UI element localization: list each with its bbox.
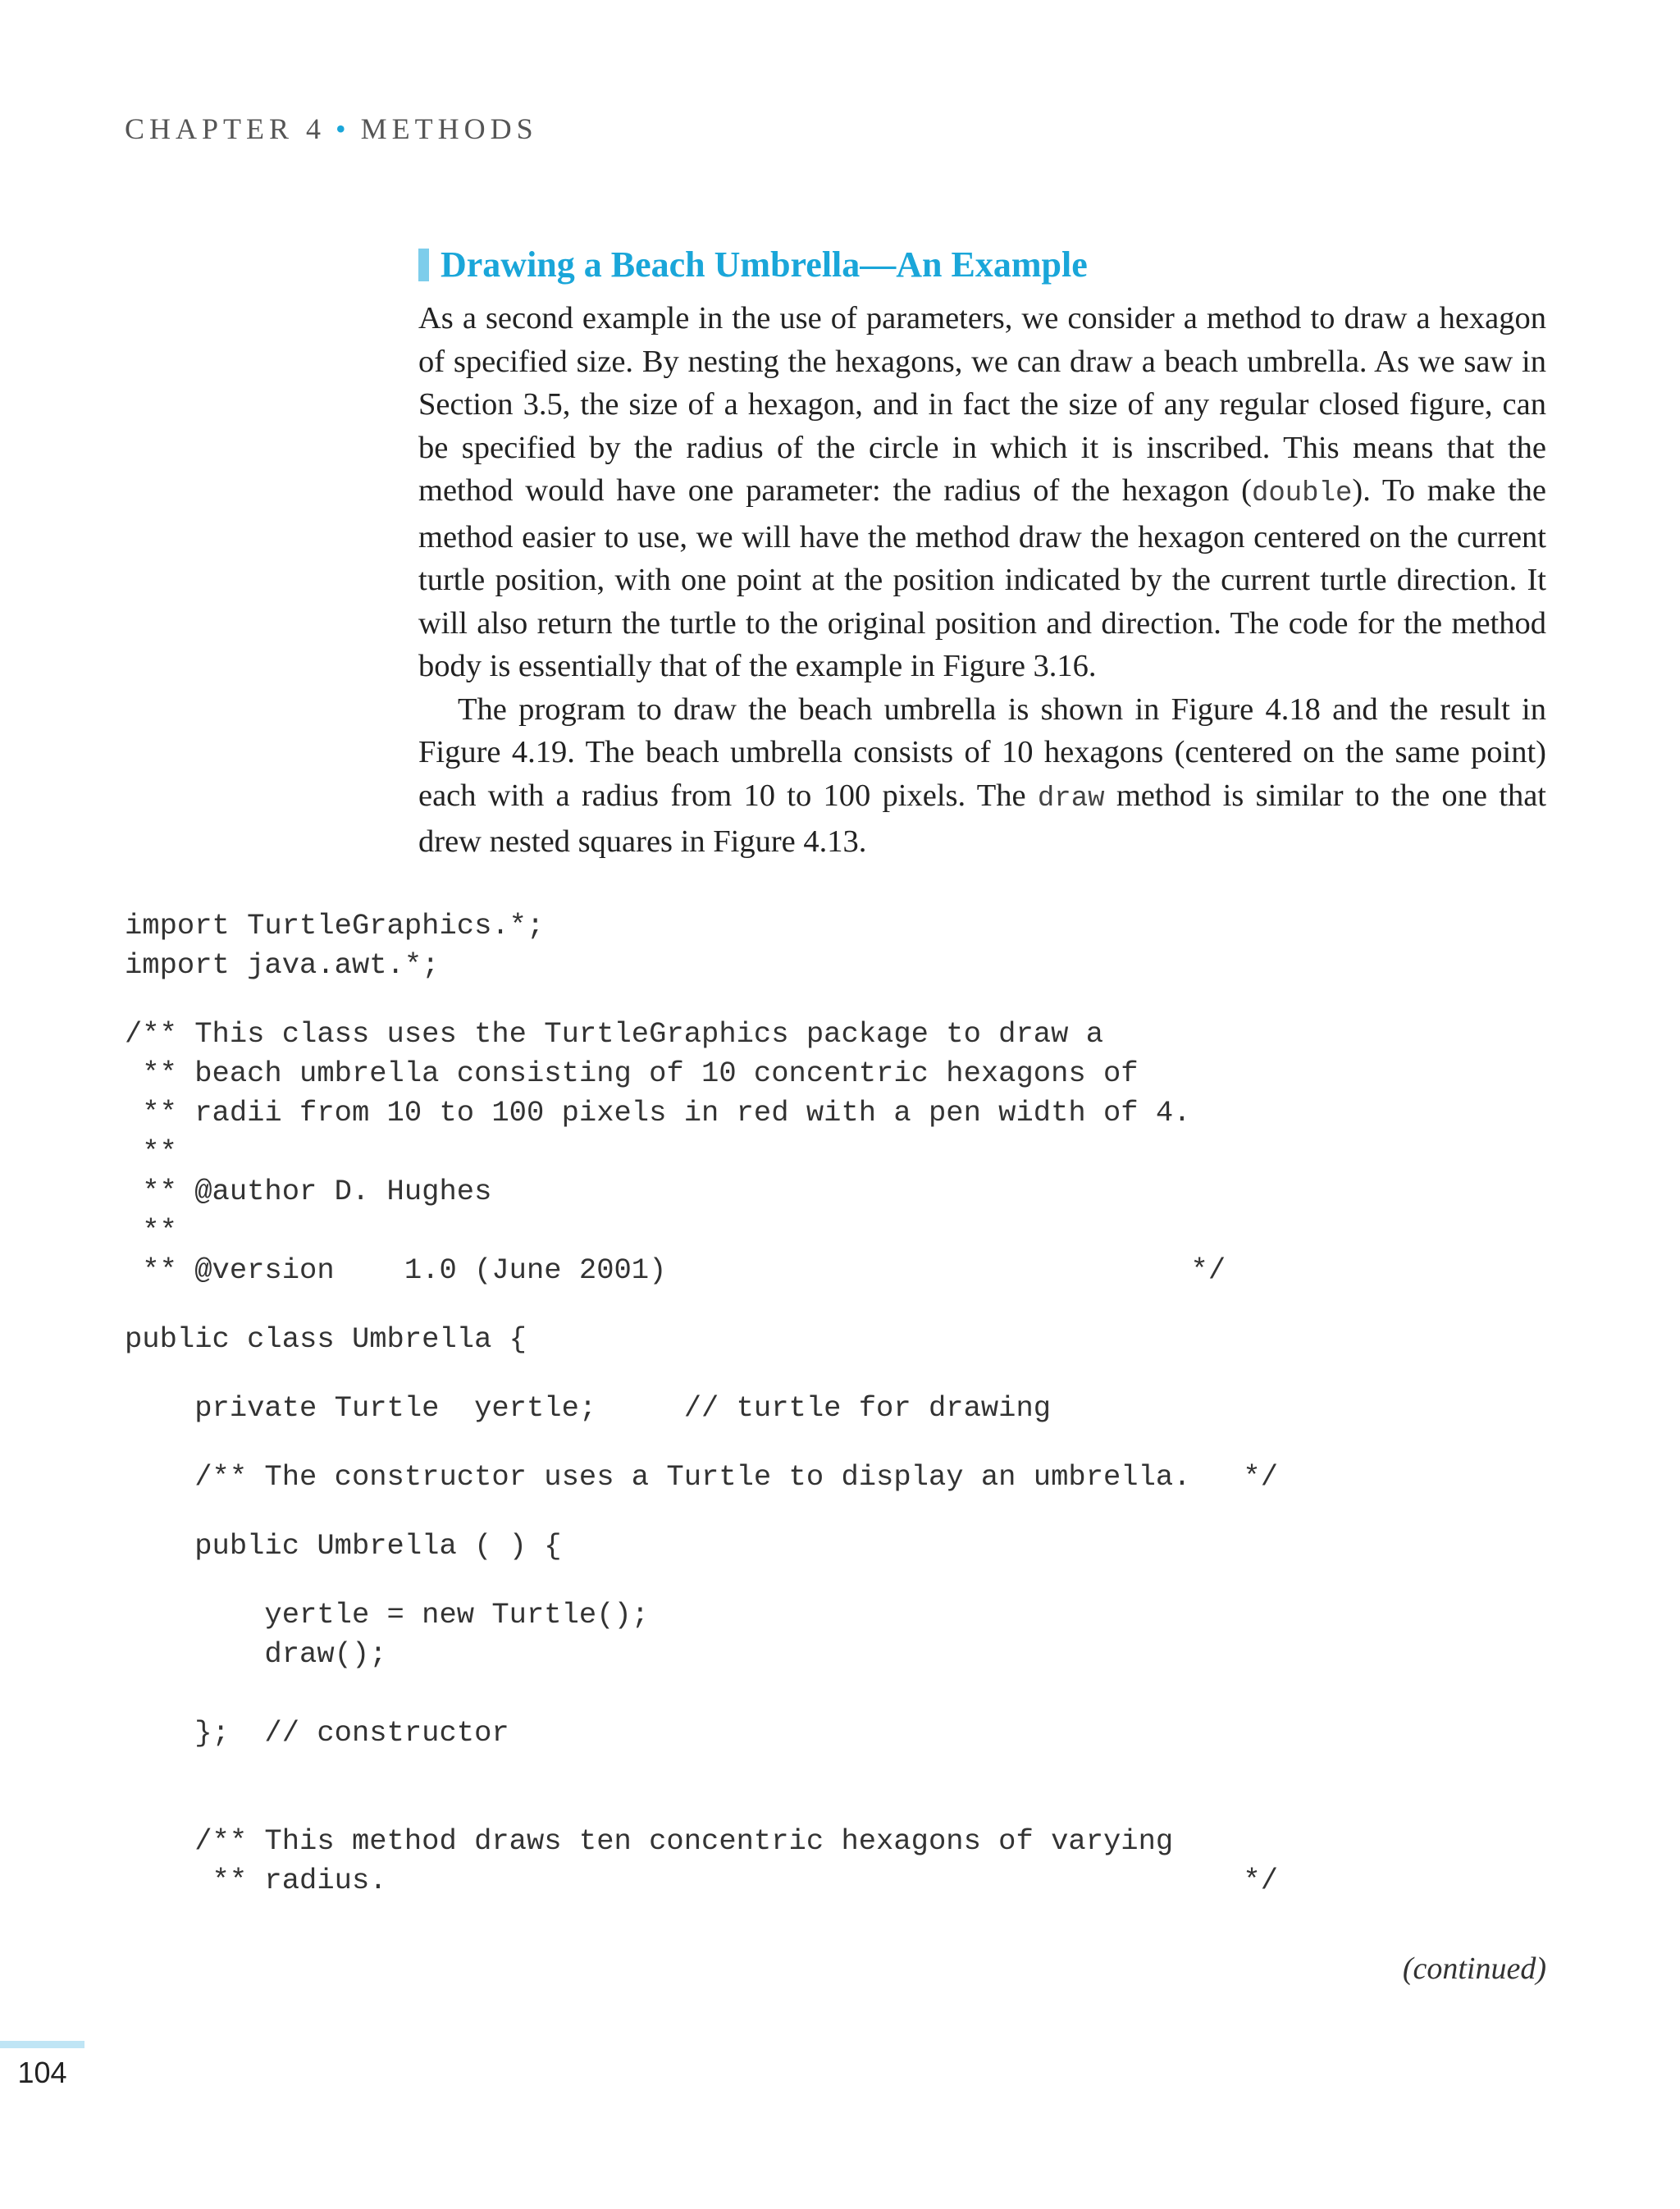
paragraph-1-text-a: As a second example in the use of parameters, we consider a method to draw a hexagon of specified size. By nesting the hexagons, we can draw a beach umbrella. As we saw in Section 3.5, the size of a hexagon, and in fact the size of any regular closed figure, can be specified by the radius of the circle in which it is inscribed. This means that the method would have one parameter: the radius of the hexagon ( (418, 301, 1546, 508)
code-line: import java.awt.*; (125, 948, 440, 982)
code-line: /** The constructor uses a Turtle to display an umbrella. */ (125, 1460, 1279, 1494)
section-heading-text: Drawing a Beach Umbrella—An Example (441, 244, 1088, 285)
code-line: ** beach umbrella consisting of 10 concentric hexagons of (125, 1057, 1139, 1090)
code-line: ** (125, 1214, 177, 1248)
paragraph-2-text-a: The program to draw the beach umbrella is shown in Figure 4.18 and the result in Figure 4.19. The beach umbrella consists of 10 hexagons (centered on the same point) each with a radius from 10 to 100 pixels. The (418, 691, 1546, 813)
code-line: ** (125, 1135, 177, 1169)
paragraph-2-text-b: method is similar to the one that drew nested squares in Figure 4.13. (418, 778, 1547, 859)
code-line: private Turtle yertle; // turtle for drawing (125, 1391, 1052, 1425)
inline-code-double: double (1251, 478, 1353, 509)
code-line: /** This method draws ten concentric hexagons of varying (125, 1824, 1174, 1858)
running-head-separator: • (336, 112, 351, 145)
code-line: ** @author D. Hughes (125, 1175, 492, 1208)
code-line: /** This class uses the TurtleGraphics package to draw a (125, 1017, 1103, 1051)
code-line: draw(); (125, 1637, 387, 1671)
paragraph-1-text-b: ). To make the method easier to use, we will have the method draw the hexagon centered on the current turtle position, with one point at the position indicated by the current turtle direction. It will also return the turtle to the original position and direction. The code for the method body is essentially that of the example in Figure 3.16. (418, 473, 1546, 683)
code-line: import TurtleGraphics.*; (125, 909, 545, 942)
code-line: ** radius. */ (125, 1864, 1279, 1897)
inline-code-draw: draw (1037, 783, 1105, 815)
section (418, 238, 1546, 864)
section-heading (418, 238, 1546, 292)
paragraph-1 (418, 297, 1546, 688)
running-head-chapter: CHAPTER 4 (125, 112, 326, 145)
running-head (125, 112, 538, 146)
code-listing (125, 906, 1278, 1901)
code-line: }; // constructor (125, 1716, 509, 1750)
page-number: 104 (17, 2056, 67, 2089)
running-head-title: METHODS (360, 112, 538, 145)
code-line: yertle = new Turtle(); (125, 1598, 650, 1632)
page-number-bar (0, 2041, 84, 2048)
paragraph-2 (418, 688, 1546, 864)
code-line: public Umbrella ( ) { (125, 1529, 562, 1563)
code-line: ** @version 1.0 (June 2001) */ (125, 1253, 1226, 1287)
continued-note: (continued) (1402, 1951, 1546, 1986)
heading-marker-bar (418, 249, 429, 281)
code-line: ** radii from 10 to 100 pixels in red with a pen width of 4. (125, 1096, 1191, 1130)
code-line: public class Umbrella { (125, 1322, 527, 1356)
